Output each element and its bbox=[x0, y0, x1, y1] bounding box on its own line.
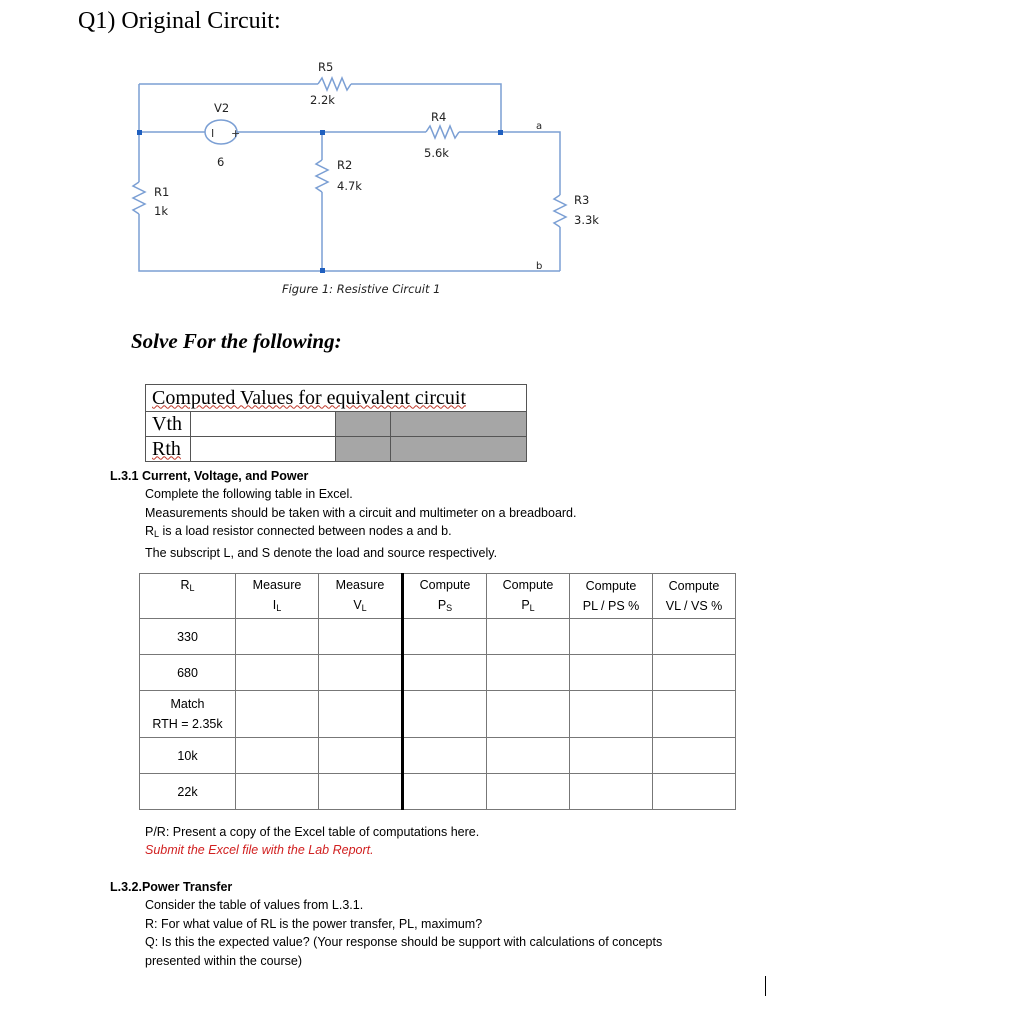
vth-label: Vth bbox=[146, 412, 191, 437]
submit-text: Submit the Excel file with the Lab Report. bbox=[145, 843, 374, 858]
header-measure-vl: Measure $V_L$ bbox=[319, 574, 403, 619]
measurement-header-row bbox=[140, 574, 736, 619]
header-measure-il: Measure $I_L$ bbox=[236, 574, 319, 619]
table-row bbox=[140, 774, 736, 810]
l32-line-3: Q: Is this the expected value? (Your response should be support with calculations of concepts bbox=[145, 935, 663, 950]
table-row bbox=[140, 691, 736, 738]
header-compute-vl-vs: Compute VL / VS % bbox=[653, 574, 736, 619]
solve-heading: Solve For the following: bbox=[131, 329, 342, 353]
question-title: Q1) Original Circuit: bbox=[78, 8, 281, 34]
table-row bbox=[140, 738, 736, 774]
rth-label: Rth bbox=[146, 437, 191, 462]
rl-value-match: Match RTH = 2.35k bbox=[140, 691, 236, 738]
l31-line-4: The subscript L, and S denote the load and source respectively. bbox=[145, 545, 498, 560]
pr-text: P/R: Present a copy of the Excel table of computations here. bbox=[145, 825, 480, 839]
l31-line-1: Complete the following table in Excel. bbox=[145, 487, 353, 502]
node-a-label: a bbox=[536, 121, 543, 132]
r3-value-label: 3.3k bbox=[574, 213, 599, 227]
node-b-label: b bbox=[536, 261, 543, 272]
vth-value-cell[interactable] bbox=[191, 412, 336, 437]
text-cursor bbox=[765, 976, 766, 996]
v2-name-label: V2 bbox=[214, 101, 230, 115]
rl-value-10k: 10k bbox=[140, 738, 236, 774]
header-compute-pl-ps: Compute PL / PS % bbox=[570, 574, 653, 619]
table-row bbox=[140, 655, 736, 691]
table-row bbox=[140, 619, 736, 655]
computed-values-table bbox=[145, 384, 527, 462]
section-l31-heading: L.3.1 Current, Voltage, and Power bbox=[110, 469, 309, 483]
r2-value-label: 4.7k bbox=[337, 179, 362, 193]
header-compute-ps: Compute $P_S$ bbox=[403, 574, 487, 619]
r1-name-label: R1 bbox=[154, 185, 170, 199]
pr-block bbox=[145, 823, 479, 860]
v2-value-label: 6 bbox=[217, 155, 225, 169]
header-compute-pl: Compute $P_L$ bbox=[487, 574, 570, 619]
v2-minus-label: I bbox=[211, 127, 215, 140]
r5-name-label: R5 bbox=[318, 60, 334, 74]
measurement-table bbox=[139, 573, 736, 810]
section-l31 bbox=[110, 467, 576, 562]
vth-row bbox=[146, 412, 527, 437]
circuit-diagram bbox=[0, 0, 1024, 310]
section-l32 bbox=[110, 878, 662, 970]
r4-name-label: R4 bbox=[431, 110, 447, 124]
r2-name-label: R2 bbox=[337, 158, 353, 172]
rth-row bbox=[146, 437, 527, 462]
l31-line-2: Measurements should be taken with a circuit and multimeter on a breadboard. bbox=[145, 505, 577, 520]
computed-table-header: Computed Values for equivalent circuit bbox=[146, 385, 527, 412]
l32-line-1: Consider the table of values from L.3.1. bbox=[145, 898, 364, 913]
v2-plus-label: + bbox=[231, 127, 241, 140]
l32-line-2: R: For what value of RL is the power transfer, PL, maximum? bbox=[145, 916, 483, 931]
r3-name-label: R3 bbox=[574, 193, 590, 207]
section-l32-heading: L.3.2.Power Transfer bbox=[110, 880, 233, 894]
l31-line-3: $R_L$ is a load resistor connected between nodes a and b. bbox=[145, 524, 452, 540]
header-rl: $R_L$ bbox=[140, 574, 236, 619]
figure-caption: Figure 1: Resistive Circuit 1 bbox=[282, 282, 441, 296]
circuit-wires bbox=[133, 78, 566, 271]
r4-value-label: 5.6k bbox=[424, 146, 449, 160]
r5-value-label: 2.2k bbox=[310, 93, 335, 107]
r1-value-label: 1k bbox=[154, 204, 168, 218]
rl-value-22k: 22k bbox=[140, 774, 236, 810]
rl-value-680: 680 bbox=[140, 655, 236, 691]
l32-line-4: presented within the course) bbox=[145, 953, 303, 968]
rth-value-cell[interactable] bbox=[191, 437, 336, 462]
rl-value-330: 330 bbox=[140, 619, 236, 655]
